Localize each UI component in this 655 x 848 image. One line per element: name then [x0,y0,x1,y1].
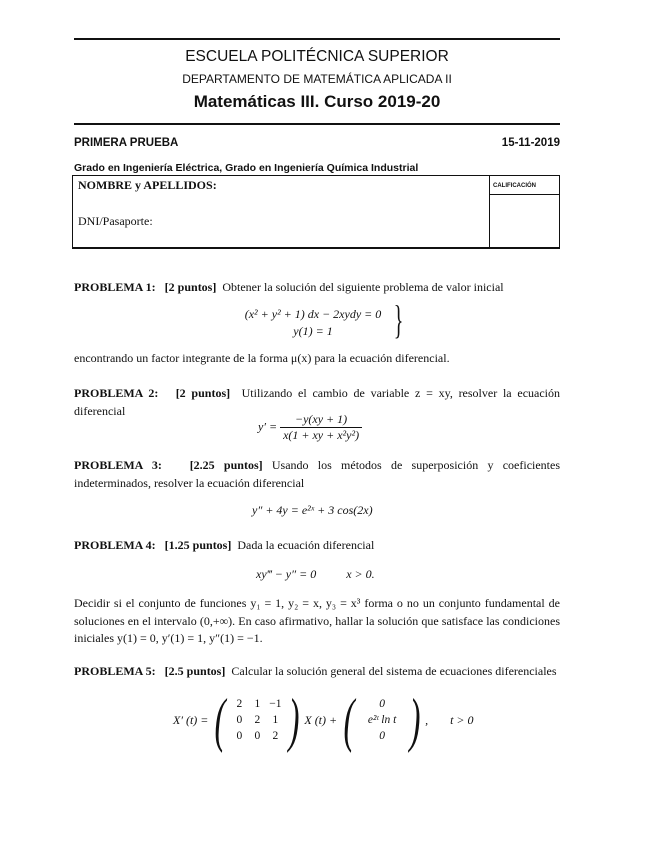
vector-entries [359,698,405,742]
problem-1-eq-line1: (x² + y² + 1) dx − 2xydy = 0 [244,307,382,321]
problem-3-points: [2.25 puntos] [189,458,263,472]
problem-2-fraction [280,412,362,443]
exam-title: PRIMERA PRUEBA [74,137,179,149]
matrix-cell: 1 [272,714,279,726]
matrix-cell: 1 [254,698,261,710]
header-rule [74,123,560,125]
problem-5-eq-lhs: X′ (t) = [173,712,209,727]
problem-4-equation [256,567,375,582]
problem-5-eq-condition: t > 0 [450,712,474,727]
problem-4-eq-condition: x > 0. [346,567,375,581]
problem-1-text: Obtener la solución del siguiente problema de valor inicial [222,280,504,294]
problem-5-vector [339,687,425,753]
school-name: ESCUELA POLITÉCNICA SUPERIOR [185,48,449,65]
vector-cell: 0 [379,698,385,710]
problem-4-heading: PROBLEMA 4: [74,538,156,552]
matrix-cell: −1 [269,698,282,710]
matrix-left-paren: ( [214,687,226,753]
matrix-right-paren: ) [288,687,300,753]
problem-3-text: Usando los métodos de superposición y coeficientes indeterminados, resolver la ecuación diferencial [74,458,561,490]
problem-5 [74,663,560,681]
problem-1-heading: PROBLEMA 1: [74,280,156,294]
problem-5-text: Calcular la solución general del sistema de ecuaciones diferenciales [231,664,557,678]
problem-4-after: Decidir si el conjunto de funciones y₁ = 1, y₂ = x, y₃ = x³ forma o no un conjunto fundamental de soluciones en el intervalo (0,+∞). En caso afirmativo, hallar la solución que satisface las condiciones iniciales y(1) = 0, y′(1) = 1, y″(1) = −1. [74,596,560,645]
problem-5-matrix [210,687,304,753]
vector-left-paren: ( [343,687,355,753]
problem-2-text: Utilizando el cambio de variable z = xy, resolver la ecuación diferencial [74,386,561,418]
problem-3 [74,457,560,492]
problem-3-heading: PROBLEMA 3: [74,458,162,472]
department-name: DEPARTAMENTO DE MATEMÁTICA APLICADA II [182,72,452,86]
student-form [72,175,560,249]
problem-2-equation [258,412,362,443]
problem-3-equation: y″ + 4y = e²ˣ + 3 cos(2x) [252,503,373,517]
problem-2-eq-lhs: y′ = [258,419,278,434]
problem-4-eq: xy‴ − y″ = 0 [256,567,317,581]
vector-cell: e²ᵗ ln t [367,714,397,726]
id-field-label: DNI/Pasaporte: [78,214,153,228]
problem-1-right-brace: } [393,297,404,342]
problem-1-system [238,306,388,340]
grade-box-label: CALIFICACIÓN [493,183,536,189]
problem-1 [74,279,560,297]
problem-1-points: [2 puntos] [164,280,217,294]
course-title: Matemáticas III. Curso 2019-20 [193,92,441,111]
matrix-cell: 2 [254,714,261,726]
problem-5-points: [2.5 puntos] [164,664,226,678]
problem-2-heading: PROBLEMA 2: [74,386,159,400]
problem-5-equation [173,687,474,753]
vector-cell: 0 [379,730,385,742]
exam-date: 15-11-2019 [501,137,560,149]
problem-2-denominator: x(1 + xy + x²y²) [283,428,360,442]
problem-4-text: Dada la ecuación diferencial [237,538,375,552]
top-rule [74,38,560,40]
matrix-cell: 2 [272,730,279,742]
problem-2-points: [2 puntos] [175,386,231,400]
degree-programs: Grado en Ingeniería Eléctrica, Grado en Ingeniería Química Industrial [74,162,419,174]
grade-divider [489,176,490,247]
matrix-cell: 0 [236,730,243,742]
problem-2-numerator: −y(xy + 1) [280,412,362,428]
problem-5-eq-end: , [425,712,429,727]
name-field-label: NOMBRE y APELLIDOS: [78,178,217,192]
problem-1-after: encontrando un factor integrante de la forma μ(x) para la ecuación diferencial. [74,351,450,365]
problem-1-eq-line2: y(1) = 1 [293,324,333,338]
matrix-entries [230,698,284,742]
grade-box-line [490,194,559,195]
problem-4-points: [1.25 puntos] [164,538,232,552]
vector-right-paren: ) [409,687,421,753]
problem-5-eq-mid: X (t) + [304,712,338,727]
problem-5-heading: PROBLEMA 5: [74,664,156,678]
matrix-cell: 0 [254,730,261,742]
matrix-cell: 2 [236,698,243,710]
problem-4 [74,537,560,555]
matrix-cell: 0 [236,714,243,726]
